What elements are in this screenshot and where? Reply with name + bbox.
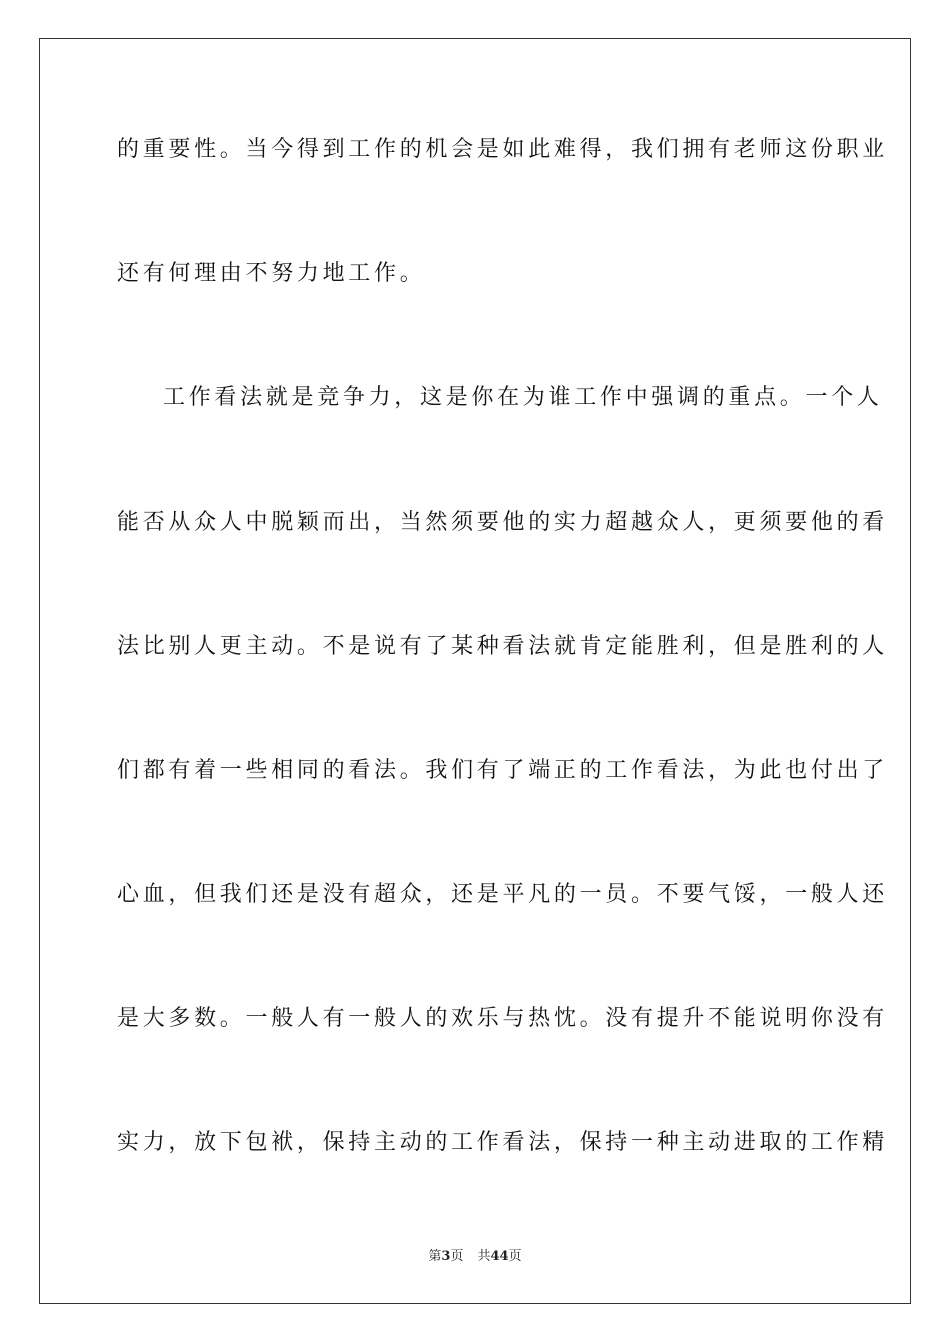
text-line-9: 实力，放下包袱，保持主动的工作看法，保持一种主动进取的工作精: [117, 1130, 889, 1155]
text-line-7: 心血，但我们还是没有超众，还是平凡的一员。不要气馁，一般人还: [117, 882, 889, 907]
footer-total-suffix: 页: [508, 1249, 522, 1264]
page-footer: [0, 1248, 950, 1266]
text-line-6: 们都有着一些相同的看法。我们有了端正的工作看法，为此也付出了: [117, 758, 889, 783]
footer-total-prefix: 共: [477, 1249, 491, 1264]
footer-total-pages: 44: [490, 1249, 509, 1264]
text-line-3-paragraph-start: 工作看法就是竞争力，这是你在为谁工作中强调的重点。一个人: [163, 385, 883, 410]
footer-page-suffix: 页: [450, 1249, 464, 1264]
text-line-1: 的重要性。当今得到工作的机会是如此难得，我们拥有老师这份职业: [117, 137, 889, 162]
text-line-8: 是大多数。一般人有一般人的欢乐与热忱。没有提升不能说明你没有: [117, 1006, 889, 1031]
text-line-2: 还有何理由不努力地工作。: [117, 261, 426, 286]
text-line-4: 能否从众人中脱颖而出，当然须要他的实力超越众人，更须要他的看: [117, 510, 889, 535]
footer-page-number: 3: [441, 1249, 451, 1264]
page-border: [39, 38, 911, 1304]
text-line-5: 法比别人更主动。不是说有了某种看法就肯定能胜利，但是胜利的人: [117, 634, 889, 659]
footer-page-prefix: 第: [428, 1249, 442, 1264]
